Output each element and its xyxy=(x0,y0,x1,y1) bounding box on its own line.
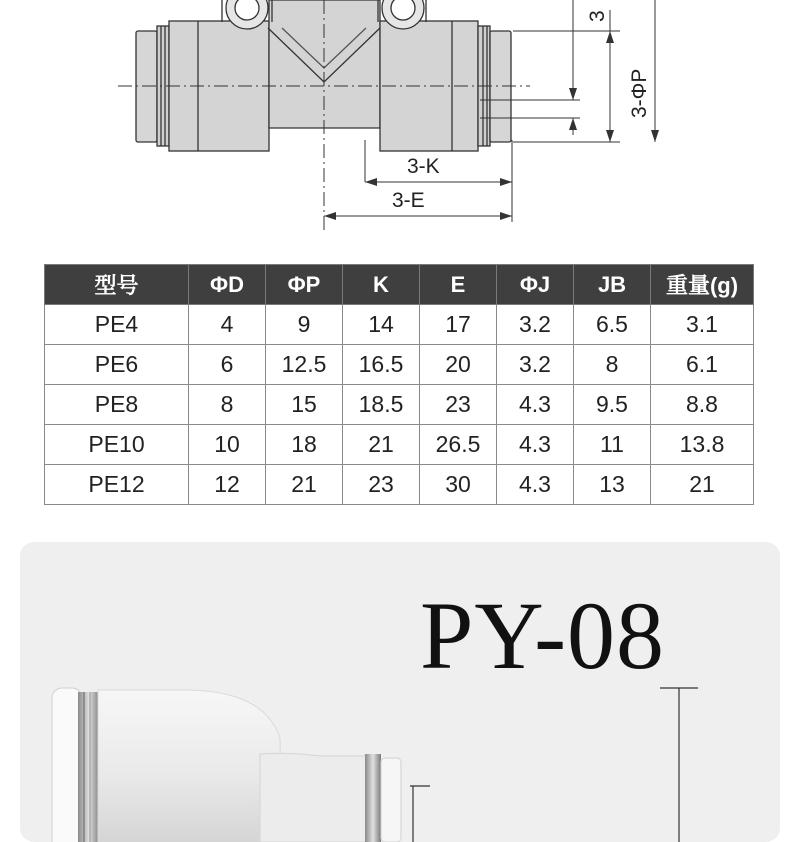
table-row xyxy=(45,425,754,465)
header-cell: 型号 xyxy=(45,265,189,305)
table-cell: 9.5 xyxy=(574,385,651,425)
table-cell: 3.1 xyxy=(651,305,754,345)
table-cell: 11 xyxy=(574,425,651,465)
table-cell: 14 xyxy=(343,305,420,345)
dim-label-top-right: 3 xyxy=(586,10,609,22)
table-cell: 30 xyxy=(420,465,497,505)
table-row xyxy=(45,305,754,345)
table-cell: 26.5 xyxy=(420,425,497,465)
header-cell: K xyxy=(343,265,420,305)
fitting-collet xyxy=(78,692,100,842)
table-cell: 18.5 xyxy=(343,385,420,425)
table-cell: PE12 xyxy=(45,465,189,505)
table-cell: 8 xyxy=(189,385,266,425)
table-cell: 13 xyxy=(574,465,651,505)
table-cell: 6.1 xyxy=(651,345,754,385)
table-header-row xyxy=(45,265,754,305)
table-cell: 15 xyxy=(266,385,343,425)
table-cell: 13.8 xyxy=(651,425,754,465)
table-cell: 17 xyxy=(420,305,497,345)
header-cell: ΦD xyxy=(189,265,266,305)
table-cell: 18 xyxy=(266,425,343,465)
table-cell: 23 xyxy=(343,465,420,505)
table-row xyxy=(45,345,754,385)
table-cell: 4.3 xyxy=(497,465,574,505)
dim-label-e: 3-E xyxy=(392,189,425,212)
fitting-photo-illustration xyxy=(20,542,780,842)
fitting-branch xyxy=(260,753,370,842)
table-cell: PE8 xyxy=(45,385,189,425)
table-cell: 8 xyxy=(574,345,651,385)
table-cell: 16.5 xyxy=(343,345,420,385)
dim-label-k: 3-K xyxy=(407,155,440,178)
table-cell: 21 xyxy=(266,465,343,505)
branch-end-cap xyxy=(381,758,401,842)
header-cell: ΦP xyxy=(266,265,343,305)
table-cell: PE4 xyxy=(45,305,189,345)
table-cell: 12.5 xyxy=(266,345,343,385)
table-cell: PE10 xyxy=(45,425,189,465)
product-photo-panel xyxy=(20,542,780,842)
table-cell: 3.2 xyxy=(497,345,574,385)
table-cell: 12 xyxy=(189,465,266,505)
table-cell: 21 xyxy=(651,465,754,505)
header-cell: JB xyxy=(574,265,651,305)
table-cell: 4.3 xyxy=(497,385,574,425)
table-cell: 10 xyxy=(189,425,266,465)
table-cell: 21 xyxy=(343,425,420,465)
table-cell: 6 xyxy=(189,345,266,385)
fitting-body xyxy=(98,690,282,842)
table-cell: 9 xyxy=(266,305,343,345)
dim-label-p: 3-ΦP xyxy=(628,68,651,118)
product-model-title: PY-08 xyxy=(420,582,666,689)
table-cell: 4 xyxy=(189,305,266,345)
table-cell: 4.3 xyxy=(497,425,574,465)
header-cell: ΦJ xyxy=(497,265,574,305)
table-row xyxy=(45,465,754,505)
table-cell: 8.8 xyxy=(651,385,754,425)
table-cell: 23 xyxy=(420,385,497,425)
table-cell: 20 xyxy=(420,345,497,385)
table-row xyxy=(45,385,754,425)
technical-drawing xyxy=(0,0,800,262)
header-cell: E xyxy=(420,265,497,305)
table-cell: 6.5 xyxy=(574,305,651,345)
branch-collet xyxy=(365,754,381,842)
header-cell: 重量(g) xyxy=(651,265,754,305)
table-cell: PE6 xyxy=(45,345,189,385)
fitting-end-cap xyxy=(52,688,82,842)
spec-table xyxy=(44,264,754,505)
table-cell: 3.2 xyxy=(497,305,574,345)
